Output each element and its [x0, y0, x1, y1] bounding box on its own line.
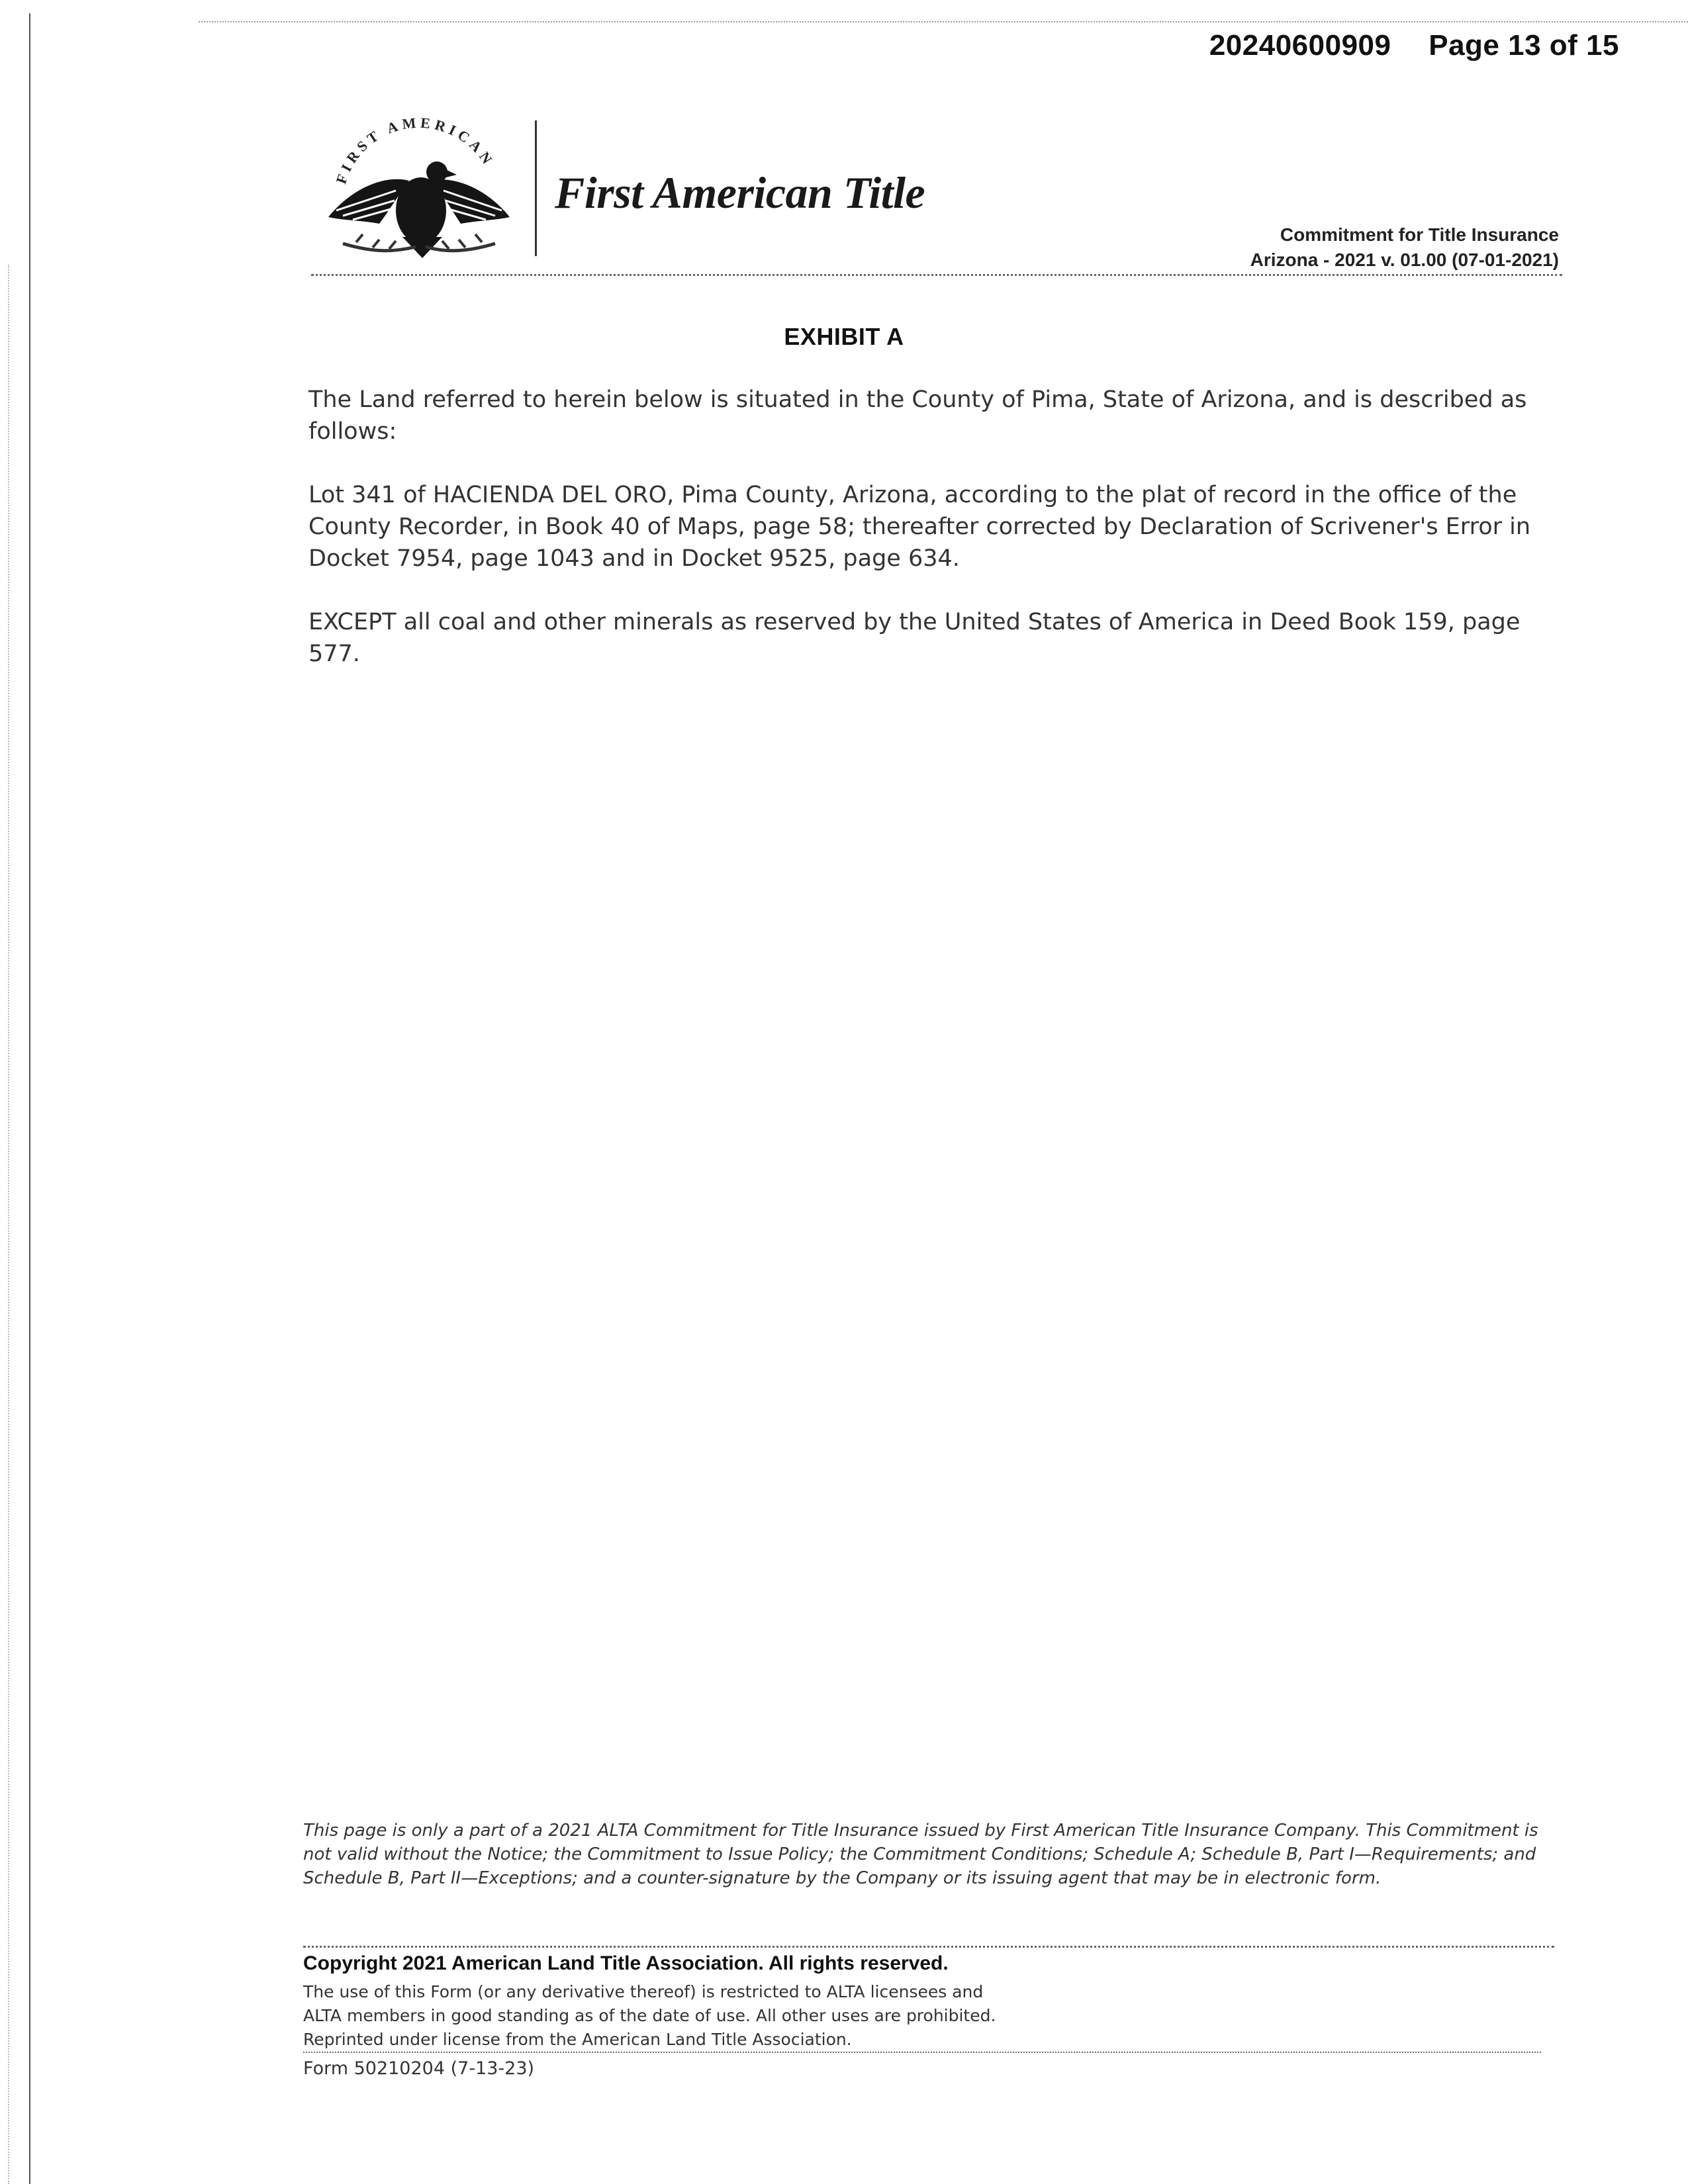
logo-ring-text: FIRST AMERICAN: [332, 114, 498, 186]
scan-edge-top: [199, 21, 1688, 23]
footer-divider: [303, 1946, 1554, 1948]
page-number-label: Page 13 of 15: [1429, 29, 1619, 62]
recording-stamp: [1209, 29, 1619, 62]
copyright-line: Copyright 2021 American Land Title Association. All rights reserved.: [303, 1952, 949, 1974]
form-version: Arizona - 2021 v. 01.00 (07-01-2021): [1250, 250, 1559, 270]
form-title-block: [1250, 222, 1559, 273]
form-number: Form 50210204 (7-13-23): [303, 2058, 535, 2079]
license-line: The use of this Form (or any derivative thereof) is restricted to ALTA licensees and: [303, 1982, 984, 2001]
header-divider: [311, 274, 1562, 276]
exhibit-title: EXHIBIT A: [784, 323, 904, 350]
commitment-notice: This page is only a part of a 2021 ALTA Commitment for Title Insurance issued by First American Title Insurance Company. This Commitment is not valid without the Notice; the Commitment to Issue Policy; the Commitment Conditions; Schedule A; Schedule B, Part I—Requirements; and Schedule B, Part II—Exceptions; and a counter-signature by the Company or its issuing agent that may be in electronic form.: [303, 1821, 1538, 1888]
brand-name: First American Title: [555, 167, 925, 218]
scan-edge-left-faint: [8, 265, 9, 2184]
reprint-divider: [303, 2052, 1541, 2053]
license-text: [303, 1980, 1131, 2052]
form-title: Commitment for Title Insurance: [1280, 224, 1559, 245]
svg-text:FIRST AMERICAN: [332, 114, 498, 186]
license-line: Reprinted under license from the American Land Title Association.: [303, 2030, 852, 2049]
land-situation-paragraph: The Land referred to herein below is situated in the County of Pima, State of Arizona, and is described as follows:: [308, 387, 1527, 445]
logo-divider: [535, 120, 537, 256]
legal-description-paragraph: Lot 341 of HACIENDA DEL ORO, Pima County, Arizona, according to the plat of record in the office of the County Recorder, in Book 40 of Maps, page 58; thereafter corrected by Declaration of Scrivener's Error in Docket 7954, page 1043 and in Docket 9525, page 634.: [308, 482, 1531, 572]
mineral-exception-paragraph: EXCEPT all coal and other minerals as reserved by the United States of America in Deed Book 159, page 577.: [308, 609, 1521, 667]
license-line: ALTA members in good standing as of the date of use. All other uses are prohibited.: [303, 2006, 996, 2025]
recording-number: 20240600909: [1209, 29, 1391, 62]
eagle-seal-logo-icon: [316, 111, 522, 263]
